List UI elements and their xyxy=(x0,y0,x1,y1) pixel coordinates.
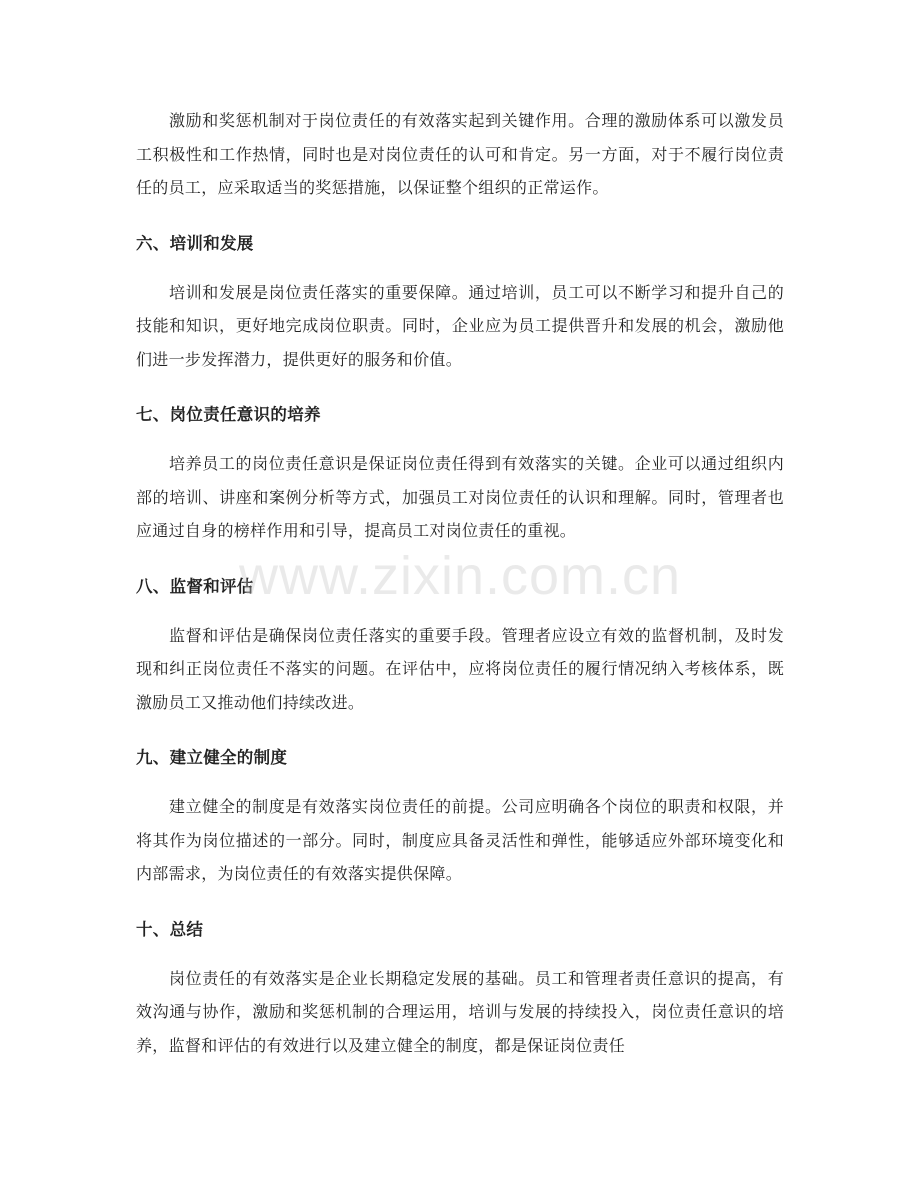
paragraph-training: 培训和发展是岗位责任落实的重要保障。通过培训，员工可以不断学习和提升自己的技能和知识，更好地完成岗位职责。同时，企业应为员工提供晋升和发展的机会，激励他们进一步发挥潜力，提供更好的服务和价值。 xyxy=(136,282,784,369)
heading-awareness: 七、岗位责任意识的培养 xyxy=(136,405,321,424)
watermark: www.zixin.com.cn xyxy=(238,546,682,606)
paragraph-system: 建立健全的制度是有效落实岗位责任的前提。公司应明确各个岗位的职责和权限，并将其作为岗位描述的一部分。同时，制度应具备灵活性和弹性，能够适应外部环境变化和内部需求，为岗位责任的有效落实提供保障。 xyxy=(136,797,784,883)
paragraph-incentives: 激励和奖惩机制对于岗位责任的有效落实起到关键作用。合理的激励体系可以激发员工积极性和工作热情，同时也是对岗位责任的认可和肯定。另一方面，对于不履行岗位责任的员工，应采取适当的奖惩措施，以保证整个组织的正常运作。 xyxy=(136,111,784,197)
paragraph-supervision: 监督和评估是确保岗位责任落实的重要手段。管理者应设立有效的监督机制，及时发现和纠正岗位责任不落实的问题。在评估中，应将岗位责任的履行情况纳入考核体系，既激励员工又推动他们持续改进。 xyxy=(136,625,784,712)
heading-system: 九、建立健全的制度 xyxy=(136,748,288,767)
document-body xyxy=(136,104,784,1062)
paragraph-awareness: 培养员工的岗位责任意识是保证岗位责任得到有效落实的关键。企业可以通过组织内部的培训、讲座和案例分析等方式，加强员工对岗位责任的认识和理解。同时，管理者也应通过自身的榜样作用和引导，提高员工对岗位责任的重视。 xyxy=(136,454,784,540)
heading-summary: 十、总结 xyxy=(136,919,204,939)
heading-training: 六、培训和发展 xyxy=(136,233,254,253)
heading-supervision: 八、监督和评估 xyxy=(136,576,254,596)
paragraph-summary: 岗位责任的有效落实是企业长期稳定发展的基础。员工和管理者责任意识的提高，有效沟通与协作，激励和奖惩机制的合理运用，培训与发展的持续投入，岗位责任意识的培养，监督和评估的有效进行以及建立健全的制度，都是保证岗位责任 xyxy=(136,968,784,1055)
